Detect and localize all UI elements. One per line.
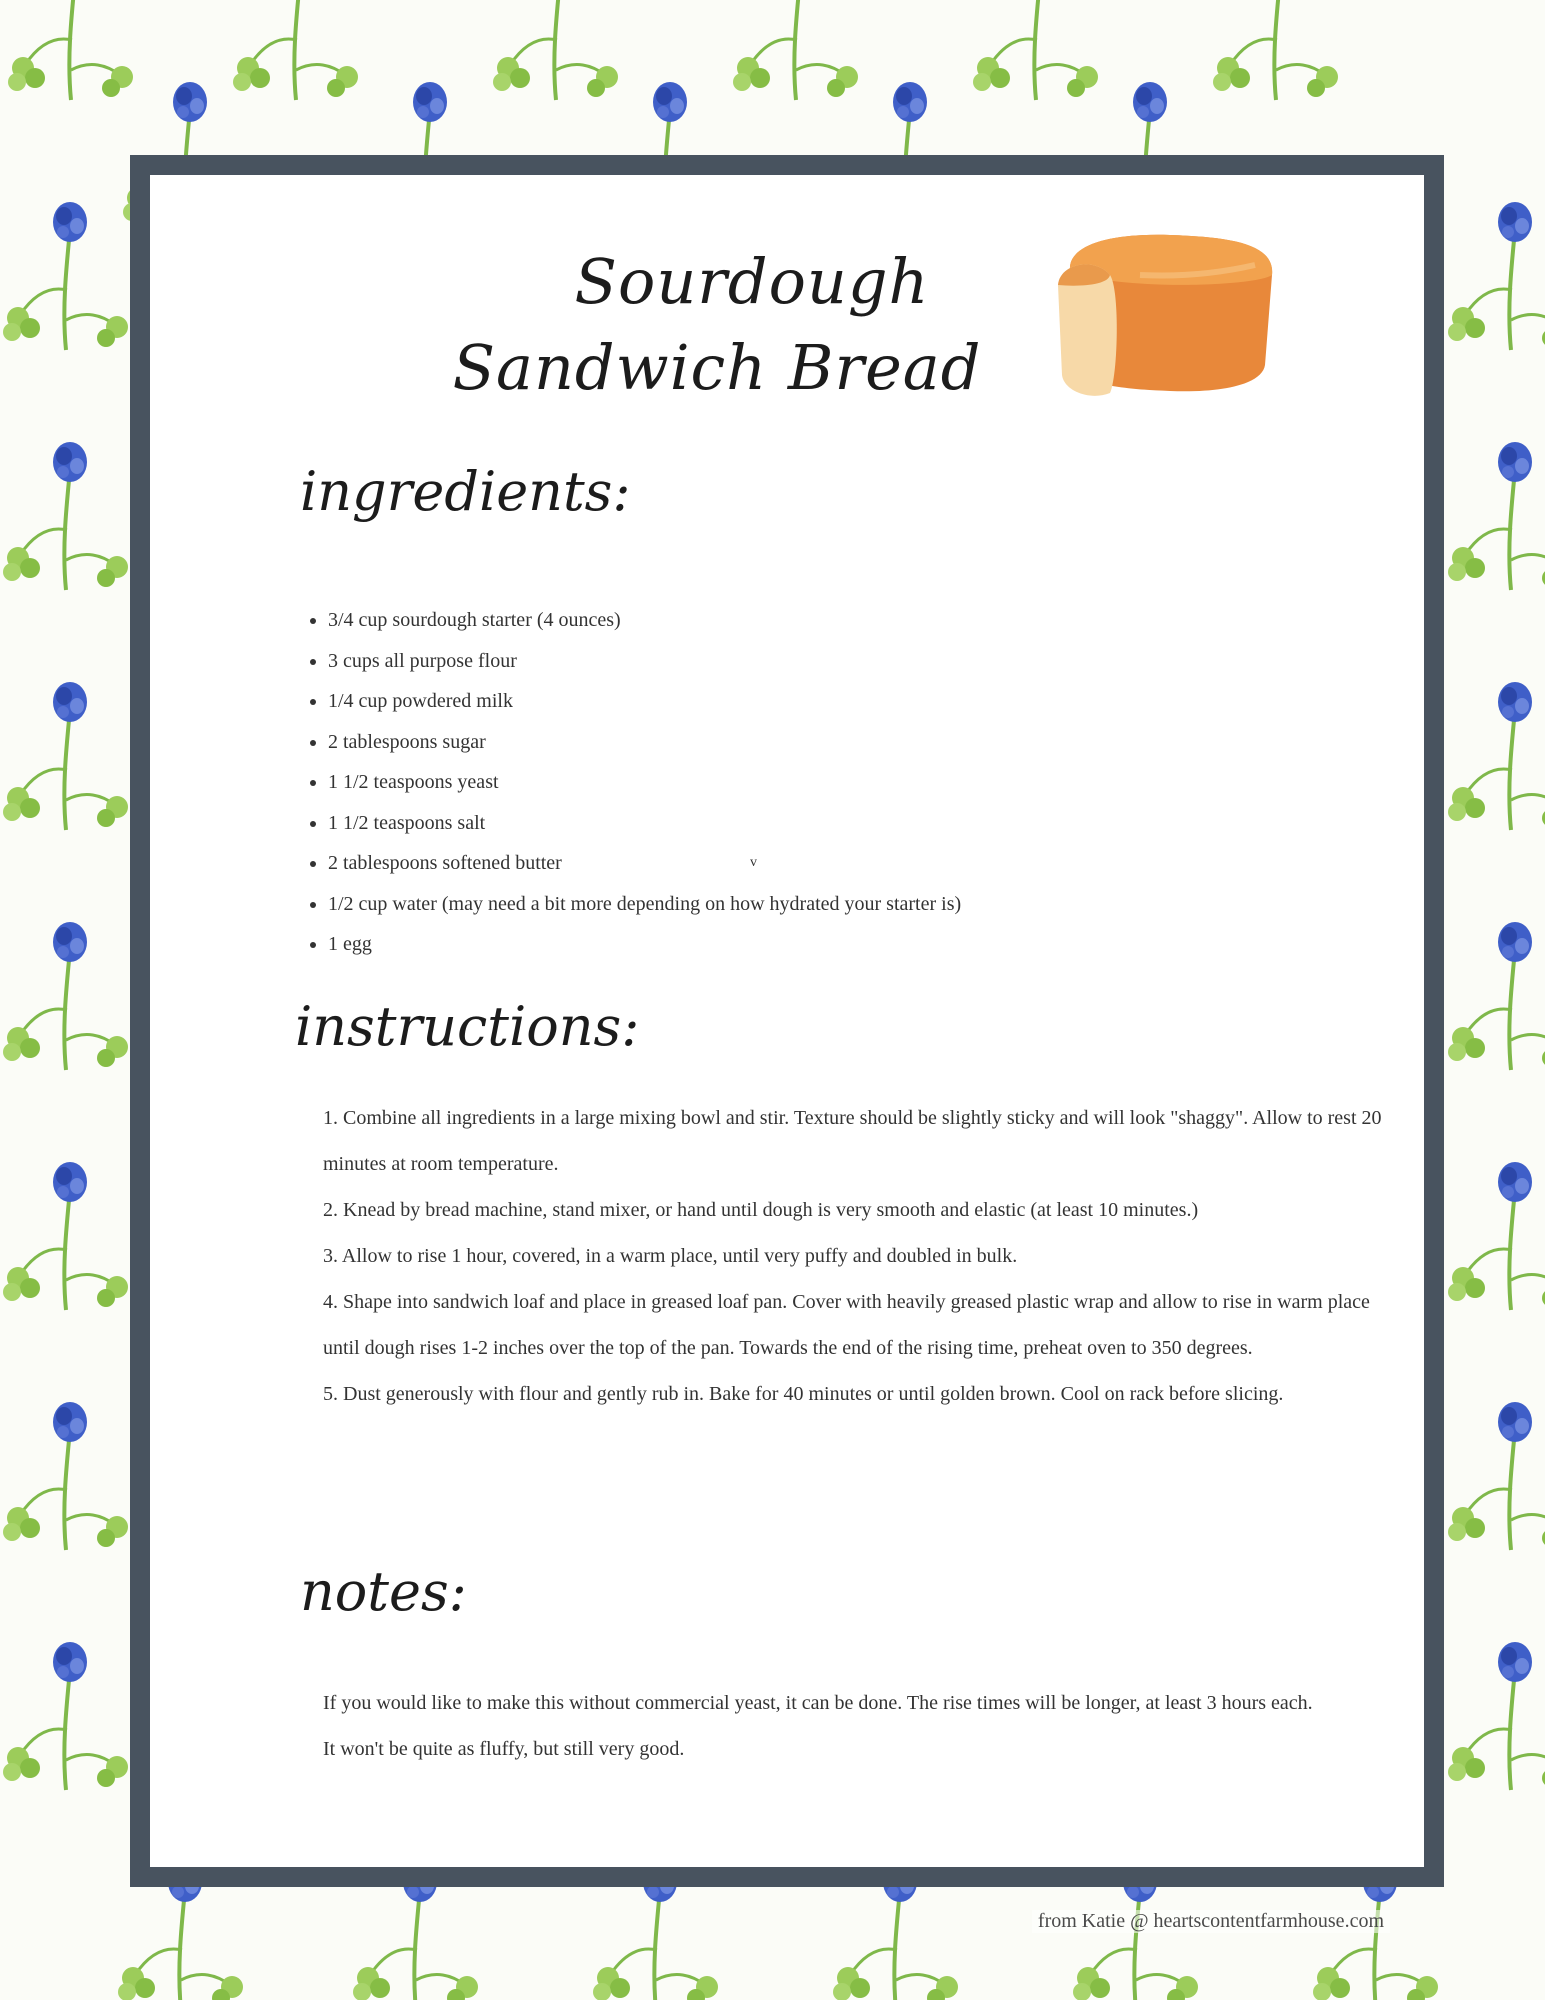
ingredient-item: • 2 tablespoons softened butter [328, 843, 961, 884]
ingredient-item: • 1 egg [328, 924, 961, 965]
instruction-step: 1. Combine all ingredients in a large mixing bowl and stir. Texture should be slightly sticky and will look "shaggy". Allow to rest 20 minutes at room temperature. [323, 1107, 1382, 1175]
ingredients-heading: ingredients: [300, 460, 631, 523]
credit-text: from Katie @ heartscontentfarmhouse.com [1032, 1910, 1390, 1933]
instruction-step: 5. Dust generously with flour and gently rub in. Bake for 40 minutes or until golden brown. Cool on rack before slicing. [323, 1383, 1284, 1405]
recipe-card [130, 155, 1444, 1887]
notes-heading: notes: [300, 1560, 467, 1623]
title-line-2: Sandwich Bread [452, 330, 982, 404]
instructions-list [323, 1095, 1403, 1417]
ingredient-item: • 3 cups all purpose flour [328, 641, 961, 682]
ingredient-item: • 1 1/2 teaspoons yeast [328, 762, 961, 803]
title-line-1: Sourdough [574, 244, 930, 318]
ingredient-item: • 2 tablespoons sugar [328, 722, 961, 763]
notes-text: If you would like to make this without commercial yeast, it can be done. The rise times will be longer, at least 3 hours each. It won't be quite as fluffy, but still very good. [323, 1692, 1313, 1760]
instruction-step: 2. Knead by bread machine, stand mixer, or hand until dough is very smooth and elastic (at least 10 minutes.) [323, 1199, 1199, 1221]
ingredient-item: • 1/2 cup water (may need a bit more depending on how hydrated your starter is) [328, 884, 961, 925]
instruction-step: 4. Shape into sandwich loaf and place in greased loaf pan. Cover with heavily greased plastic wrap and allow to rise in warm place until dough rises 1-2 inches over the top of the pan. Towards the end of the rising time, preheat oven to 350 degrees. [323, 1291, 1370, 1359]
ingredient-item: • 3/4 cup sourdough starter (4 ounces) [328, 600, 961, 641]
stray-mark: v [750, 855, 757, 870]
ingredients-list [300, 600, 961, 965]
bread-loaf-icon [1050, 215, 1290, 405]
ingredient-item: • 1/4 cup powdered milk [328, 681, 961, 722]
instructions-heading: instructions: [295, 995, 640, 1058]
instruction-step: 3. Allow to rise 1 hour, covered, in a warm place, until very puffy and doubled in bulk. [323, 1245, 1018, 1267]
ingredient-item: • 1 1/2 teaspoons salt [328, 803, 961, 844]
